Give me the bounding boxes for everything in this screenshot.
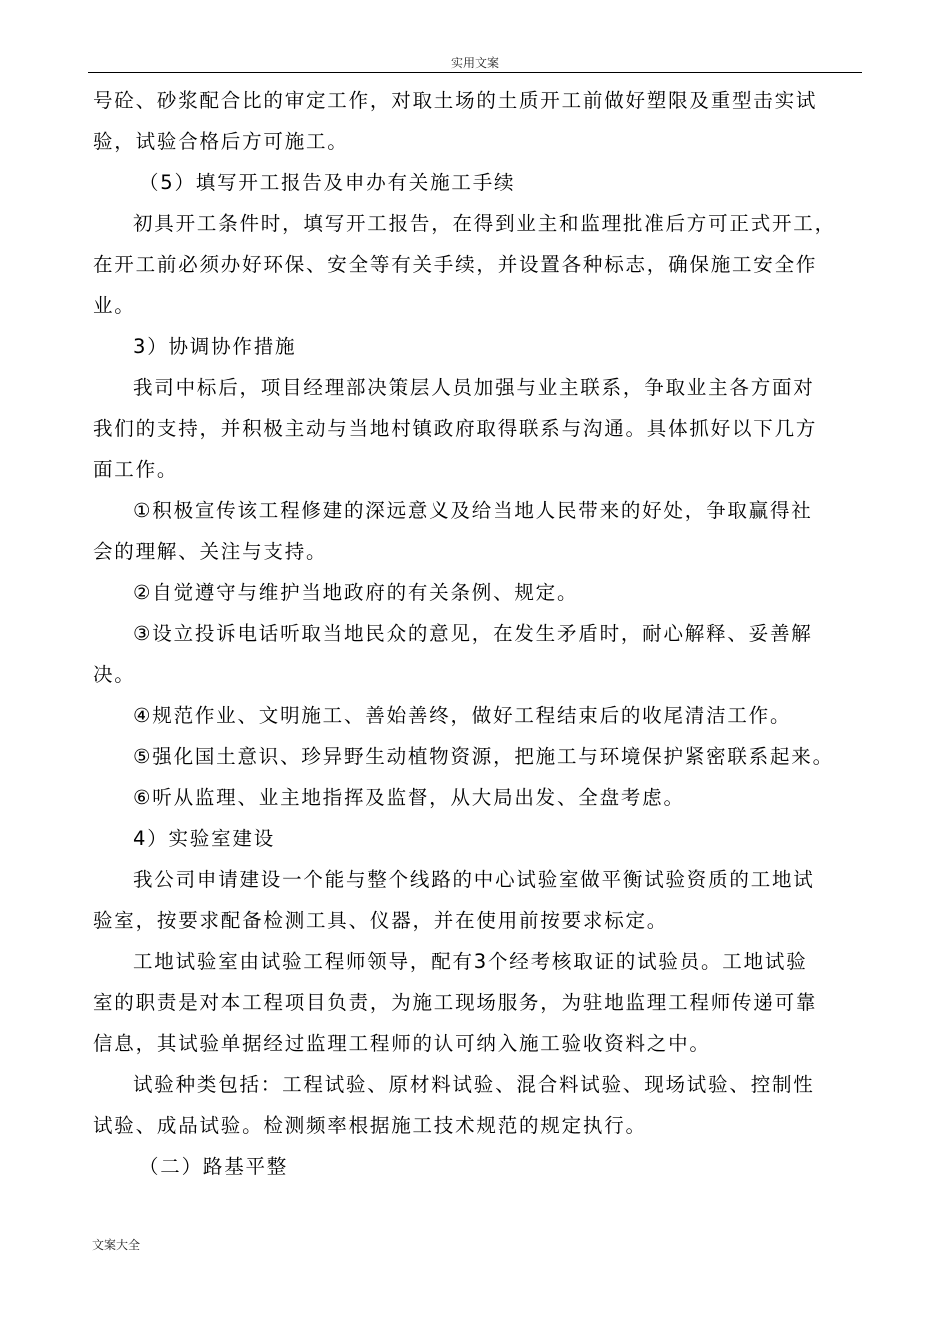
body-line: 我公司申请建设一个能与整个线路的中心试验室做平衡试验资质的工地试 <box>133 868 815 891</box>
body-line: 在开工前必须办好环保、安全等有关手续，并设置各种标志，确保施工安全作 <box>93 253 818 276</box>
body-line: 试验种类包括：工程试验、原材料试验、混合料试验、现场试验、控制性 <box>133 1073 815 1096</box>
section-heading: （5）填写开工报告及申办有关施工手续 <box>139 171 516 194</box>
page-footer: 文案大全 <box>92 1238 141 1252</box>
body-line: 验，试验合格后方可施工。 <box>93 130 349 153</box>
body-line: 业。 <box>93 294 136 317</box>
body-line: 号砼、砂浆配合比的审定工作，对取土场的土质开工前做好塑限及重型击实试 <box>93 89 818 112</box>
body-line: 决。 <box>93 663 136 686</box>
body-line: 会的理解、关注与支持。 <box>93 540 328 563</box>
list-item: ②自觉遵守与维护当地政府的有关条例、规定。 <box>133 581 579 604</box>
section-heading: （二）路基平整 <box>139 1155 289 1178</box>
body-line: 工地试验室由试验工程师领导，配有3个经考核取证的试验员。工地试验 <box>133 950 808 973</box>
section-heading: 4）实验室建设 <box>133 827 276 850</box>
list-item: ⑤强化国土意识、珍异野生动植物资源，把施工与环境保护紧密联系起来。 <box>133 745 834 768</box>
body-line: 面工作。 <box>93 458 179 481</box>
list-item: ④规范作业、文明施工、善始善终，做好工程结束后的收尾清洁工作。 <box>133 704 792 727</box>
body-line: 试验、成品试验。检测频率根据施工技术规范的规定执行。 <box>93 1114 647 1137</box>
header-divider <box>88 72 862 73</box>
list-item: ①积极宣传该工程修建的深远意义及给当地人民带来的好处，争取赢得社 <box>133 499 813 522</box>
list-item: ③设立投诉电话听取当地民众的意见，在发生矛盾时，耐心解释、妥善解 <box>133 622 813 645</box>
list-item: ⑥听从监理、业主地指挥及监督，从大局出发、全盘考虑。 <box>133 786 685 809</box>
body-line: 室的职责是对本工程项目负责，为施工现场服务，为驻地监理工程师传递可靠 <box>93 991 818 1014</box>
page-header: 实用文案 <box>450 56 499 70</box>
body-line: 我们的支持，并积极主动与当地村镇政府取得联系与沟通。具体抓好以下几方 <box>93 417 818 440</box>
body-line: 信息，其试验单据经过监理工程师的认可纳入施工验收资料之中。 <box>93 1032 711 1055</box>
body-line: 我司中标后，项目经理部决策层人员加强与业主联系，争取业主各方面对 <box>133 376 815 399</box>
section-heading: 3）协调协作措施 <box>133 335 297 358</box>
body-line: 验室，按要求配备检测工具、仪器，并在使用前按要求标定。 <box>93 909 669 932</box>
body-line: 初具开工条件时，填写开工报告，在得到业主和监理批准后方可正式开工， <box>133 212 836 235</box>
document-body <box>93 80 867 1187</box>
